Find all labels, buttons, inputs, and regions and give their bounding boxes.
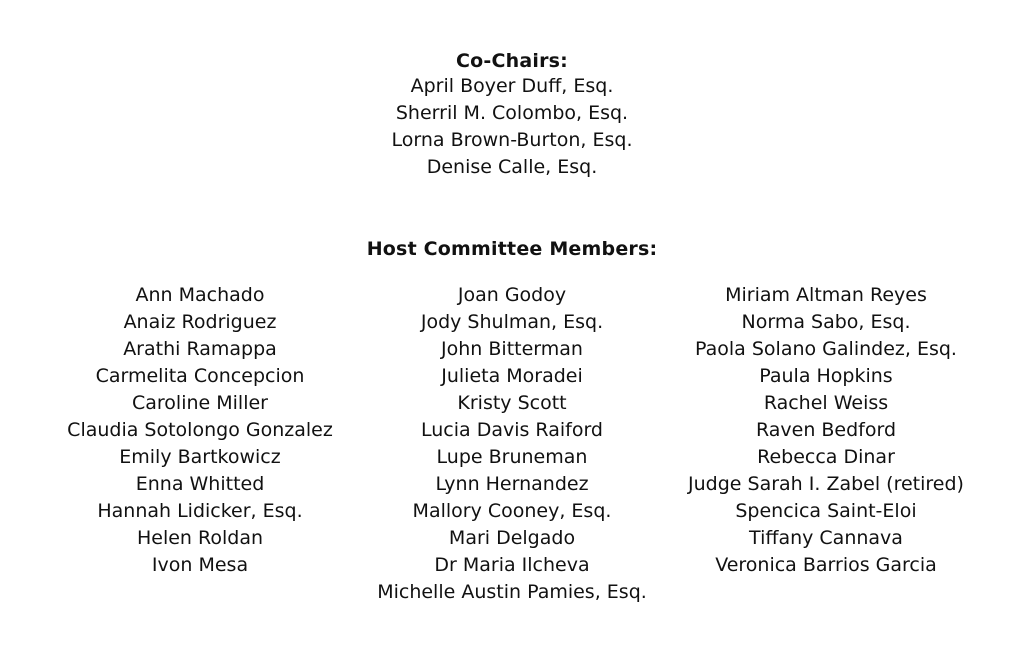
member-name: Kristy Scott [457,392,567,414]
member-name: Ann Machado [135,284,265,306]
member-name: Julieta Moradei [441,365,583,387]
member-name: Norma Sabo, Esq. [741,311,911,333]
member-name: Raven Bedford [755,419,897,441]
member-name: Dr Maria Ilcheva [434,554,590,576]
member-name: Jody Shulman, Esq. [420,311,604,333]
members-column-3 [666,282,986,579]
member-name: Caroline Miller [132,392,268,414]
member-name: Lucia Davis Raiford [421,419,603,441]
member-name: Rebecca Dinar [757,446,895,468]
member-name: Anaiz Rodriguez [123,311,277,333]
cochair-name: Lorna Brown-Burton, Esq. [391,129,633,151]
member-name: Joan Godoy [457,284,567,306]
member-name: Spencica Saint-Eloi [735,500,917,522]
member-name: Michelle Austin Pamies, Esq. [377,581,647,603]
member-name: Miriam Altman Reyes [725,284,927,306]
member-name: Paula Hopkins [759,365,893,387]
member-name: Carmelita Concepcion [95,365,305,387]
member-name: Rachel Weiss [763,392,889,414]
members-heading: Host Committee Members: [366,238,658,260]
member-name: Judge Sarah I. Zabel (retired) [688,473,964,495]
member-name: Mallory Cooney, Esq. [412,500,612,522]
member-name: Lynn Hernandez [435,473,589,495]
member-name: Claudia Sotolongo Gonzalez [67,419,333,441]
member-name: Arathi Ramappa [123,338,277,360]
member-name: Enna Whitted [135,473,265,495]
member-name: Hannah Lidicker, Esq. [97,500,303,522]
member-name: Veronica Barrios Garcia [715,554,937,576]
members-column-1 [40,282,360,579]
members-column-2 [352,282,672,606]
member-name: Paola Solano Galindez, Esq. [695,338,957,360]
member-name: Tiffany Cannava [749,527,903,549]
member-name: Mari Delgado [448,527,576,549]
cochairs-list [0,73,1024,181]
cochair-name: Sherril M. Colombo, Esq. [395,102,629,124]
cochairs-heading: Co-Chairs: [456,50,568,72]
member-name: Emily Bartkowicz [119,446,281,468]
member-name: Ivon Mesa [151,554,249,576]
cochair-name: April Boyer Duff, Esq. [410,75,614,97]
cochair-name: Denise Calle, Esq. [426,156,598,178]
member-name: Lupe Bruneman [436,446,588,468]
member-name: Helen Roldan [136,527,264,549]
member-name: John Bitterman [441,338,583,360]
